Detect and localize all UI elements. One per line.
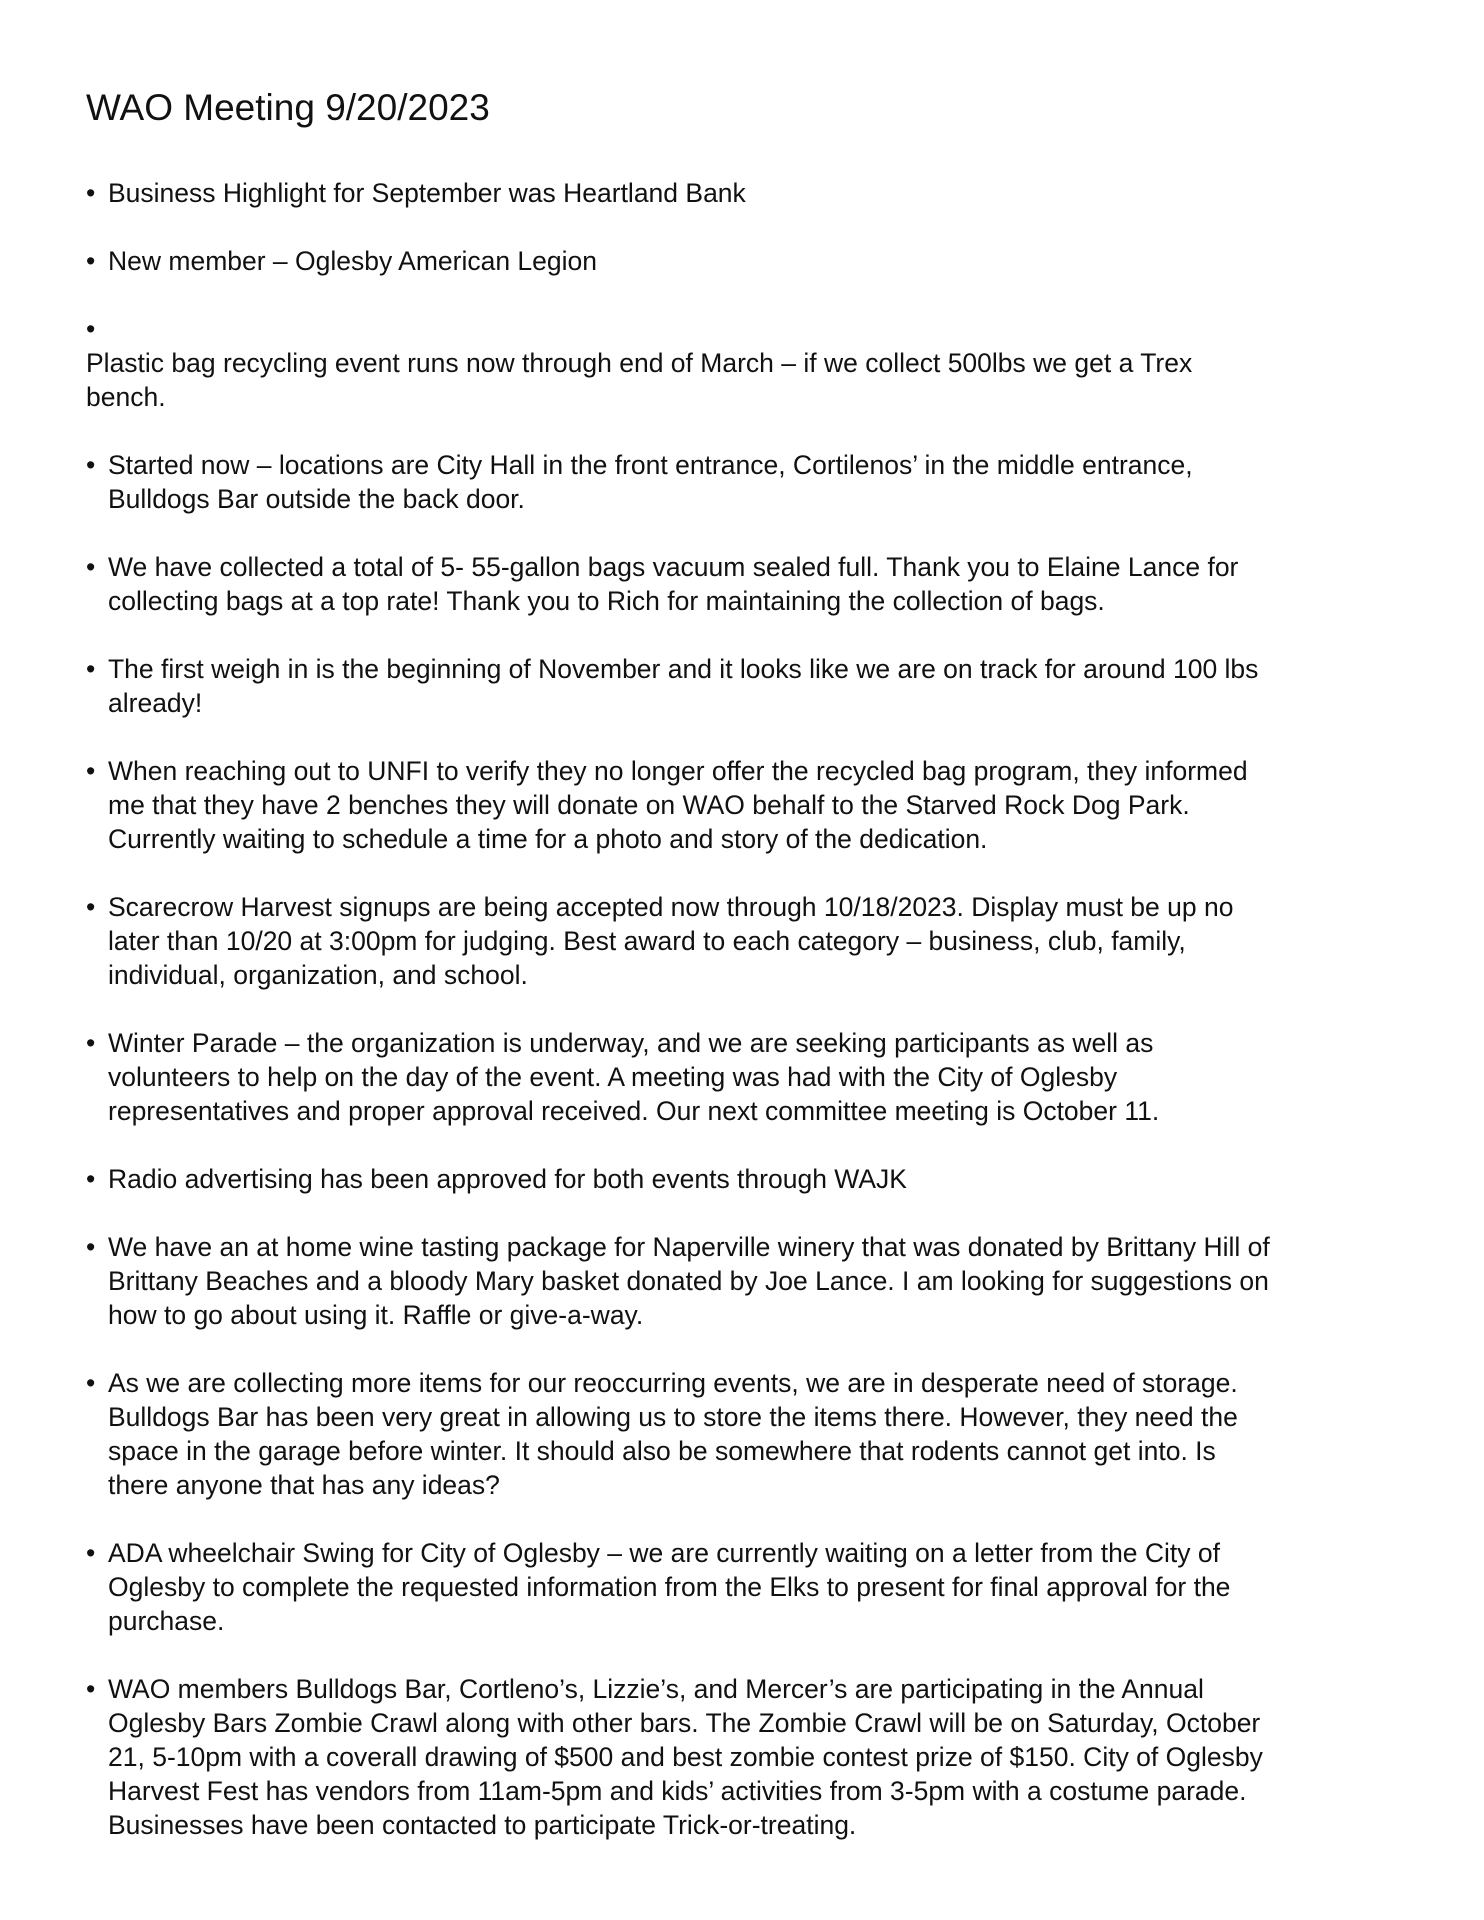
list-item: [86, 754, 1406, 856]
bullet-icon: •: [86, 552, 96, 582]
list-item: [86, 890, 1406, 992]
bullet-icon: •: [86, 1368, 96, 1398]
bullet-icon: •: [86, 450, 96, 480]
item-text-line: Brittany Beaches and a bloody Mary basket donated by Joe Lance. I am looking for suggestions on: [108, 1266, 1269, 1296]
item-text-line: how to go about using it. Raffle or give-a-way.: [108, 1300, 644, 1330]
item-text-line: As we are collecting more items for our reoccurring events, we are in desperate need of storage.: [108, 1368, 1238, 1398]
item-text-line: Oglesby to complete the requested information from the Elks to present for final approval for the: [108, 1572, 1231, 1602]
item-text-line: Harvest Fest has vendors from 11am-5pm and kids’ activities from 3-5pm with a costume parade.: [108, 1776, 1247, 1806]
bullet-icon: •: [86, 756, 96, 786]
bullet-list: [86, 176, 1406, 1876]
item-text-line: New member – Oglesby American Legion: [108, 246, 598, 276]
item-text-line: collecting bags at a top rate! Thank you to Rich for maintaining the collection of bags.: [108, 586, 1105, 616]
item-text-line: volunteers to help on the day of the event. A meeting was had with the City of Oglesby: [108, 1062, 1118, 1092]
bullet-icon: •: [86, 1232, 96, 1262]
item-text-line: space in the garage before winter. It should also be somewhere that rodents cannot get into. Is: [108, 1436, 1216, 1466]
item-text-line: representatives and proper approval received. Our next committee meeting is October 11.: [108, 1096, 1160, 1126]
bullet-icon: •: [86, 314, 96, 344]
list-item: [86, 1536, 1406, 1638]
item-text-line: Winter Parade – the organization is underway, and we are seeking participants as well as: [108, 1028, 1154, 1058]
item-text-line: We have collected a total of 5- 55-gallon bags vacuum sealed full. Thank you to Elaine Lance for: [108, 552, 1239, 582]
item-text-line: Scarecrow Harvest signups are being accepted now through 10/18/2023. Display must be up no: [108, 892, 1234, 922]
item-text-line: Plastic bag recycling event runs now through end of March – if we collect 500lbs we get a Trex: [86, 348, 1193, 378]
item-text-line: Currently waiting to schedule a time for a photo and story of the dedication.: [108, 824, 988, 854]
bullet-icon: •: [86, 1164, 96, 1194]
item-text-line: later than 10/20 at 3:00pm for judging. Best award to each category – business, club, family,: [108, 926, 1186, 956]
item-text-line: Radio advertising has been approved for both events through WAJK: [108, 1164, 907, 1194]
bullet-icon: •: [86, 654, 96, 684]
item-text-line: there anyone that has any ideas?: [108, 1470, 500, 1500]
bullet-icon: •: [86, 246, 96, 276]
list-item: [86, 1230, 1406, 1332]
list-item: [86, 1366, 1406, 1502]
bullet-icon: •: [86, 1538, 96, 1568]
item-text-line: We have an at home wine tasting package for Naperville winery that was donated by Brittany Hill of: [108, 1232, 1270, 1262]
item-text-line: purchase.: [108, 1606, 225, 1636]
page-title: WAO Meeting 9/20/2023: [86, 87, 490, 128]
list-item: [86, 1026, 1406, 1128]
bullet-icon: •: [86, 178, 96, 208]
item-text-line: Businesses have been contacted to participate Trick-or-treating.: [108, 1810, 857, 1840]
item-text-line: bench.: [86, 382, 166, 412]
item-text-line: 21, 5-10pm with a coverall drawing of $500 and best zombie contest prize of $150. City of Oglesby: [108, 1742, 1263, 1772]
item-text-line: The first weigh in is the beginning of November and it looks like we are on track for around 100 lbs: [108, 654, 1259, 684]
list-item: [86, 550, 1406, 618]
item-text-line: me that they have 2 benches they will donate on WAO behalf to the Starved Rock Dog Park.: [108, 790, 1190, 820]
item-text-line: Oglesby Bars Zombie Crawl along with other bars. The Zombie Crawl will be on Saturday, October: [108, 1708, 1261, 1738]
item-text-line: ADA wheelchair Swing for City of Oglesby – we are currently waiting on a letter from the City of: [108, 1538, 1221, 1568]
item-text-line: Bulldogs Bar has been very great in allowing us to store the items there. However, they need the: [108, 1402, 1238, 1432]
item-text-line: Business Highlight for September was Heartland Bank: [108, 178, 746, 208]
bullet-icon: •: [86, 1028, 96, 1058]
list-item: [86, 1162, 1406, 1196]
list-item: [86, 244, 1406, 278]
list-item: [86, 448, 1406, 516]
list-item: [86, 652, 1406, 720]
item-text-line: When reaching out to UNFI to verify they no longer offer the recycled bag program, they informed: [108, 756, 1248, 786]
item-text-line: individual, organization, and school.: [108, 960, 528, 990]
item-text-line: Started now – locations are City Hall in the front entrance, Cortilenos’ in the middle entrance,: [108, 450, 1193, 480]
bullet-icon: •: [86, 892, 96, 922]
item-text-line: WAO members Bulldogs Bar, Cortleno’s, Lizzie’s, and Mercer’s are participating in the Annual: [108, 1674, 1204, 1704]
item-text-line: Bulldogs Bar outside the back door.: [108, 484, 525, 514]
list-item: [86, 176, 1406, 210]
list-item: [86, 312, 1406, 414]
bullet-icon: •: [86, 1674, 96, 1704]
item-text-line: already!: [108, 688, 203, 718]
list-item: [86, 1672, 1406, 1842]
